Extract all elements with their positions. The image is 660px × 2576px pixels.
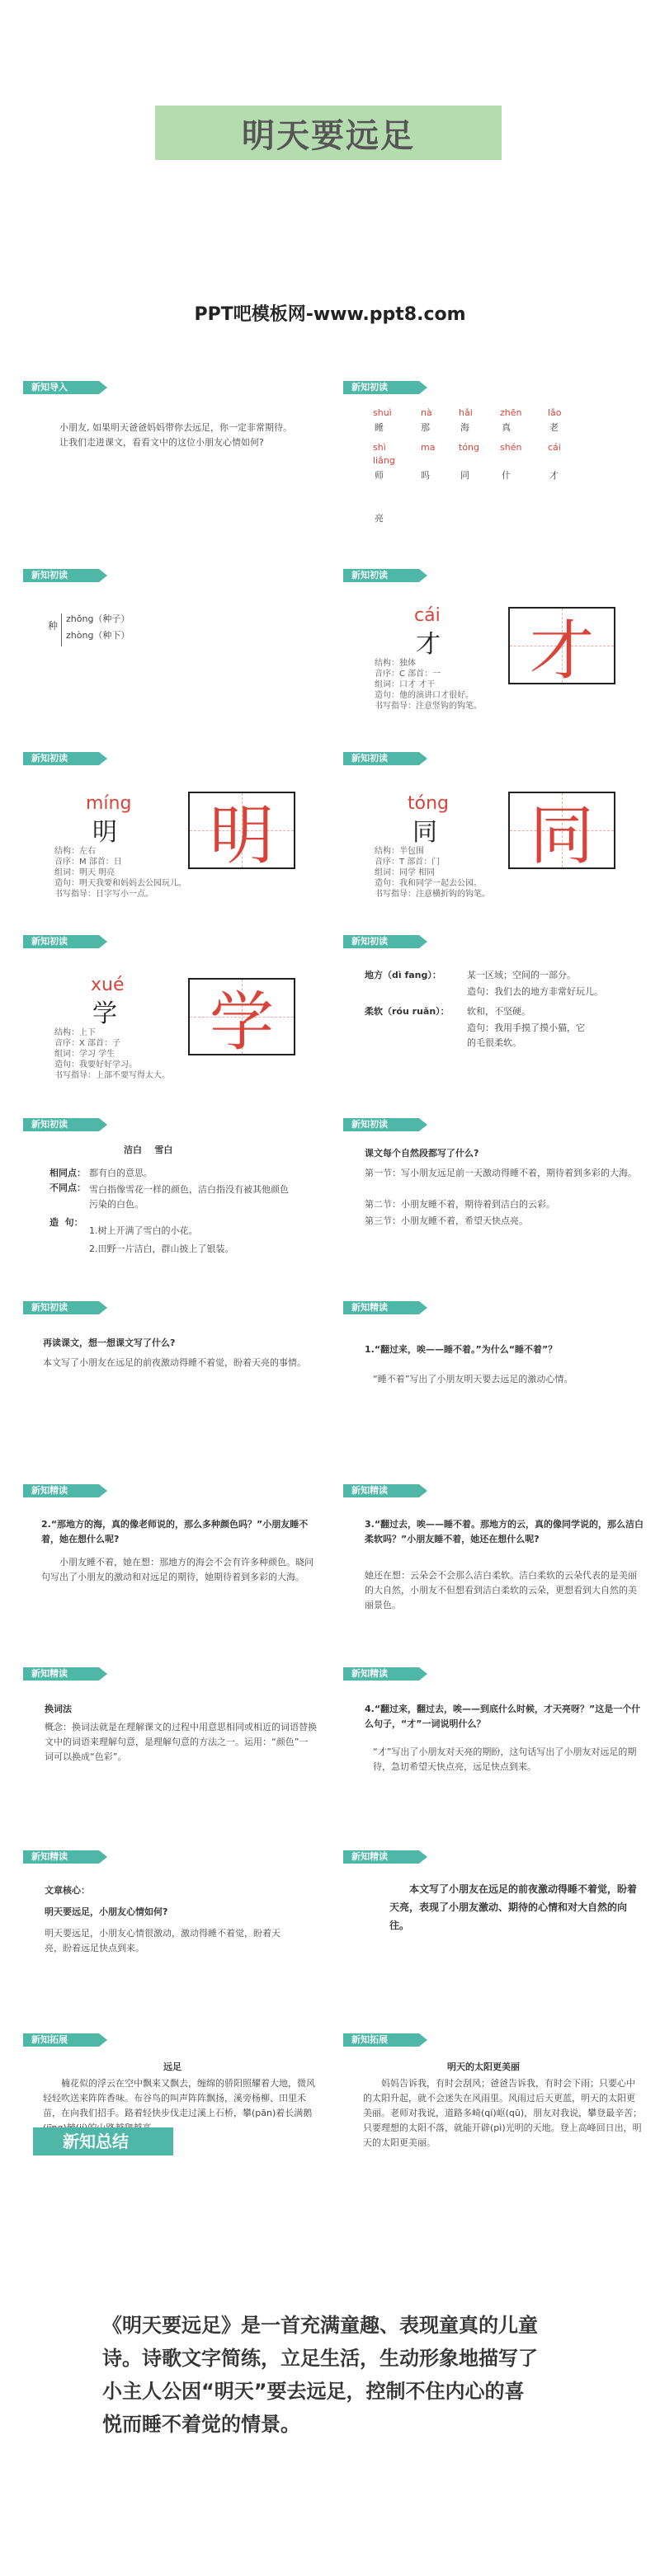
paragraph-3: 第三节：小朋友睡不着，希望天快点亮。 bbox=[365, 1215, 528, 1226]
compare-label-same: 相同点： bbox=[50, 1168, 86, 1178]
section-tag: 新知初读 bbox=[23, 569, 99, 582]
hanzi-10: 才 bbox=[549, 470, 559, 481]
q1-answer: “睡不着”写出了小朋友明天要去远足的激动心情。 bbox=[373, 1374, 573, 1384]
hanzi-5: 老 bbox=[549, 422, 559, 433]
char-writing-grid: 同 bbox=[508, 792, 615, 869]
slide-char-xue bbox=[23, 935, 353, 1123]
section-tag: 新知精读 bbox=[343, 1301, 419, 1314]
slide-polyphone bbox=[23, 569, 353, 757]
pinyin-3: hǎi bbox=[459, 407, 473, 418]
extend-1-text: 楠花似的浮云在空中飘来又飘去，缠绵的骄阳照耀着大地，微风轻轻吹送来阵阵香味。布谷鸟的叫声阵阵飘扬，溪旁杨柳、田里禾苗，在向我们招手。路着轻快步伐走过溪上石桥，攀(pān)着长满鹅 bbox=[43, 2078, 315, 2118]
char-info-1: 结构：独体 bbox=[375, 659, 416, 668]
hanzi-3: 海 bbox=[460, 422, 469, 433]
q2-heading: 2.“那地方的海，真的像老师说的，那么多种颜色吗？”小朋友睡不着，她在想什么呢? bbox=[41, 1519, 309, 1544]
char-info-4: 造句：我和同学一起去公园。 bbox=[375, 879, 482, 888]
summary-tag: 新知总结 bbox=[33, 2127, 173, 2155]
vocab-def-1: 某一区域；空间的一部分。 bbox=[467, 970, 576, 980]
hanzi-7: 吗 bbox=[421, 470, 430, 481]
char-pinyin: cái bbox=[414, 605, 441, 626]
char-info-2: 音序：X 部首：子 bbox=[54, 1039, 121, 1048]
char-writing-grid: 学 bbox=[188, 978, 295, 1055]
section-tag: 新知初读 bbox=[23, 752, 99, 765]
section-tag: 新知精读 bbox=[343, 1667, 419, 1681]
slide-char-ming bbox=[23, 752, 353, 940]
pinyin-2: nà bbox=[421, 407, 432, 418]
hanzi-9: 什 bbox=[502, 470, 511, 481]
section-tag: 新知初读 bbox=[23, 1118, 99, 1131]
site-watermark: PPT吧模板网-www.ppt8.com bbox=[194, 304, 466, 325]
slide-q2 bbox=[23, 1484, 353, 1672]
compare-example-1: 1.树上开满了雪白的小花。 bbox=[89, 1225, 198, 1236]
char-info-3: 组词：明天 明亮 bbox=[54, 868, 116, 877]
paragraphs-heading: 课文每个自然段都写了什么? bbox=[365, 1148, 479, 1159]
q4-answer: “才”写出了小朋友对天亮的期盼，这句话写出了小朋友对远足的期待，急切希望天快点亮，远足快点到来。 bbox=[373, 1746, 637, 1772]
char-info-3: 组词：同学 相同 bbox=[375, 868, 436, 877]
slide-intro bbox=[23, 381, 353, 569]
q1-heading: 1.“翻过来，唉——睡不着。”为什么“睡不着”？ bbox=[365, 1344, 558, 1355]
vocab-example-2: 造句：我用手摸了摸小猫，它的毛很柔软。 bbox=[467, 1022, 585, 1048]
q3-heading: 3.“翻过去，唉——睡不着。那地方的云，真的像同学说的，那么洁白柔软吗？”小朋友睡不着，她还在想什么呢? bbox=[365, 1519, 644, 1544]
slide-vocab bbox=[343, 935, 660, 1123]
char-writing-grid: 才 bbox=[508, 607, 615, 684]
pinyin-9: shén bbox=[500, 442, 522, 453]
section-tag: 新知精读 bbox=[23, 1484, 99, 1497]
compare-same: 都有白的意思。 bbox=[89, 1168, 153, 1178]
char-pinyin: xué bbox=[91, 975, 125, 995]
vocab-def-2: 软和，不坚硬。 bbox=[467, 1006, 530, 1017]
char-info-4: 造句：明天我要和妈妈去公园玩儿。 bbox=[54, 879, 186, 888]
char-info-1: 结构：上下 bbox=[54, 1028, 96, 1037]
section-tag: 新知初读 bbox=[343, 935, 419, 948]
char-info-3: 组词：口才 才干 bbox=[375, 680, 436, 689]
core-question: 明天要远足，小朋友心情如何? bbox=[45, 1906, 168, 1917]
section-tag: 新知初读 bbox=[23, 1301, 99, 1314]
section-tag: 新知精读 bbox=[23, 1667, 99, 1681]
hanzi-4: 真 bbox=[502, 422, 511, 433]
slide-char-tong bbox=[343, 752, 660, 940]
char-info-2: 音序：C 部首：一 bbox=[375, 670, 441, 679]
char-info-5: 书写指导：上部不要写得太大。 bbox=[54, 1071, 170, 1080]
section-tag: 新知初读 bbox=[343, 569, 419, 582]
char-info-5: 书写指导：注意竖钩的钩笔。 bbox=[375, 702, 482, 711]
section-tag: 新知初读 bbox=[23, 935, 99, 948]
compare-label-example: 造 句： bbox=[50, 1217, 83, 1228]
hanzi-11: 亮 bbox=[375, 513, 384, 524]
char-info-5: 书写指导：注意横折钩的钩笔。 bbox=[375, 890, 490, 899]
char-info-4: 造句：他的演讲口才很好。 bbox=[375, 691, 474, 700]
slide-core bbox=[23, 1850, 353, 2038]
summary-text: 《明天要远足》是一首充满童趣、表现童真的儿童诗。诗歌文字简练，立足生活，生动形象地描写了小主人公因“明天”要去远足，控制不住内心的喜悦而睡不着觉的情景。 bbox=[102, 2314, 538, 2436]
title-banner bbox=[155, 106, 502, 160]
hanzi-8: 同 bbox=[460, 470, 469, 481]
extend-2-text: 妈妈告诉我，有时会刮风；爸爸告诉我，有时会下雨；只要心中的太阳升起，就不会迷失在风雨里。风雨过后天更蓝，明天的太阳更美丽。老师对我说，道路多崎(qí)岖(qū)，朋友对我说，攀登最辛苦；只要理想的太阳不落，就能开辟(pì)光明的天地。登上高峰回日出，明天的太阳更美丽。 bbox=[363, 2078, 643, 2148]
hanzi-6: 师 bbox=[375, 470, 384, 481]
section-tag: 新知拓展 bbox=[343, 2033, 419, 2047]
polyphone-char: 种 bbox=[48, 620, 59, 632]
q3-answer: 她还在想：云朵会不会那么洁白柔软。洁白柔软的云朵代表的是美丽的大自然，小朋友不但想看到洁白柔软的云朵，更想看到大自然的美丽景色。 bbox=[365, 1570, 637, 1610]
char-info-5: 书写指导：日字写小一点。 bbox=[54, 890, 153, 899]
char-writing-grid: 明 bbox=[188, 792, 295, 869]
q4-heading: 4.“翻过来，翻过去，唉——到底什么时候，才天亮呀？”这是一个什么句子，“才”一词说明什么？ bbox=[365, 1704, 641, 1729]
theme-text: 本文写了小朋友在远足的前夜激动得睡不着觉，盼着天亮，表现了小朋友激动、期待的心情和对大自然的向往。 bbox=[389, 1883, 638, 1931]
pinyin-1: shuì bbox=[373, 407, 392, 418]
reread-text: 本文写了小朋友在远足的前夜激动得睡不着觉，盼着天亮的事情。 bbox=[43, 1357, 306, 1368]
char-pinyin: míng bbox=[86, 793, 132, 814]
section-tag: 新知精读 bbox=[23, 1850, 99, 1864]
hanzi-1: 睡 bbox=[375, 422, 384, 433]
polyphone-reading-1: zhǒng（种子） bbox=[66, 613, 130, 624]
pinyin-11: liǎng bbox=[373, 455, 395, 466]
core-heading: 文章核心： bbox=[45, 1885, 90, 1896]
char-info-1: 结构：左右 bbox=[54, 847, 96, 856]
section-tag: 新知初读 bbox=[343, 752, 419, 765]
section-tag: 新知精读 bbox=[343, 1484, 419, 1497]
section-tag: 新知导入 bbox=[23, 381, 99, 394]
char-hanzi: 才 bbox=[416, 630, 441, 659]
polyphone-reading-2: zhòng（种下） bbox=[66, 630, 130, 641]
slide-theme bbox=[343, 1850, 660, 2038]
pinyin-10: cái bbox=[548, 442, 561, 453]
pinyin-6: shì bbox=[373, 442, 386, 453]
char-hanzi: 学 bbox=[92, 999, 117, 1028]
slide-extend-2 bbox=[343, 2033, 660, 2221]
compare-label-diff: 不同点： bbox=[50, 1182, 86, 1193]
char-info-4: 造句：我要好好学习。 bbox=[54, 1060, 137, 1069]
extend-1-title: 远足 bbox=[163, 2061, 182, 2072]
char-info-2: 音序：M 部首：日 bbox=[54, 858, 122, 867]
slide-reread bbox=[23, 1301, 353, 1489]
compare-diff: 雪白指像雪花一样的颜色，洁白指没有被其他颜色污染的白色。 bbox=[89, 1184, 289, 1210]
paragraph-2: 第二节：小朋友睡不着，期待着到洁白的云彩。 bbox=[365, 1199, 555, 1210]
section-tag: 新知拓展 bbox=[23, 2033, 99, 2047]
method-heading: 换词法 bbox=[45, 1704, 72, 1714]
vocab-word-1: 地方（dì fang）： bbox=[365, 970, 441, 980]
pinyin-5: lǎo bbox=[548, 407, 562, 418]
slide-paragraphs bbox=[343, 1118, 660, 1306]
pinyin-8: tóng bbox=[459, 442, 479, 453]
char-info-2: 音序：T 部首：门 bbox=[375, 858, 441, 867]
slide-q3 bbox=[343, 1484, 660, 1672]
slide-char-cai bbox=[343, 569, 660, 757]
page-title: 明天要远足 bbox=[242, 116, 415, 155]
hanzi-2: 那 bbox=[421, 422, 430, 433]
paragraph-1: 第一节：写小朋友远足前一天激动得睡不着，期待着到多彩的大海。 bbox=[365, 1168, 637, 1178]
reread-heading: 再读课文，想一想课文写了什么? bbox=[43, 1337, 176, 1348]
extend-2-title: 明天的太阳更美丽 bbox=[447, 2061, 520, 2072]
char-pinyin: tóng bbox=[408, 793, 449, 814]
compare-example-2: 2.田野一片洁白，群山披上了银装。 bbox=[89, 1243, 234, 1254]
intro-text: 小朋友, 如果明天爸爸妈妈带你去远足，你一定非常期待。让我们走进课文，看看文中的这位小朋友心情如何? bbox=[59, 422, 292, 448]
method-text: 概念：换词法就是在理解课文的过程中用意思相同或相近的词语替换文中的词语来理解句意，是理解句意的方法之一。运用：“颜色”一词可以换成“色彩”。 bbox=[45, 1722, 317, 1762]
slide-pinyin-words bbox=[343, 381, 660, 569]
core-answer: 明天要远足，小朋友心情很激动，激动得睡不着觉，盼着天亮，盼着远足快点到来。 bbox=[45, 1928, 280, 1953]
char-info-3: 组词：学习 学生 bbox=[54, 1050, 116, 1059]
char-info-1: 结构：半包围 bbox=[375, 847, 424, 856]
char-hanzi: 明 bbox=[92, 818, 117, 847]
slide-q4 bbox=[343, 1667, 660, 1855]
vocab-example-1: 造句：我们去的地方非常好玩儿。 bbox=[467, 986, 603, 997]
brace-line bbox=[61, 613, 62, 646]
slide-method bbox=[23, 1667, 353, 1855]
vocab-word-2: 柔软（róu ruǎn）： bbox=[365, 1006, 450, 1017]
slide-compare-words bbox=[23, 1118, 353, 1306]
section-tag: 新知初读 bbox=[343, 381, 419, 394]
char-hanzi: 同 bbox=[412, 818, 437, 847]
slide-q1 bbox=[343, 1301, 660, 1489]
pinyin-7: ma bbox=[421, 442, 436, 453]
q2-answer: 小朋友睡不着，她在想：那地方的海会不会有许多种颜色。晓问句写出了小朋友的激动和对远足的期待，她期待着到多彩的大海。 bbox=[41, 1557, 314, 1582]
section-tag: 新知初读 bbox=[343, 1118, 419, 1131]
compare-heading: 洁白 雪白 bbox=[124, 1145, 173, 1155]
pinyin-4: zhēn bbox=[500, 407, 522, 418]
section-tag: 新知精读 bbox=[343, 1850, 419, 1864]
